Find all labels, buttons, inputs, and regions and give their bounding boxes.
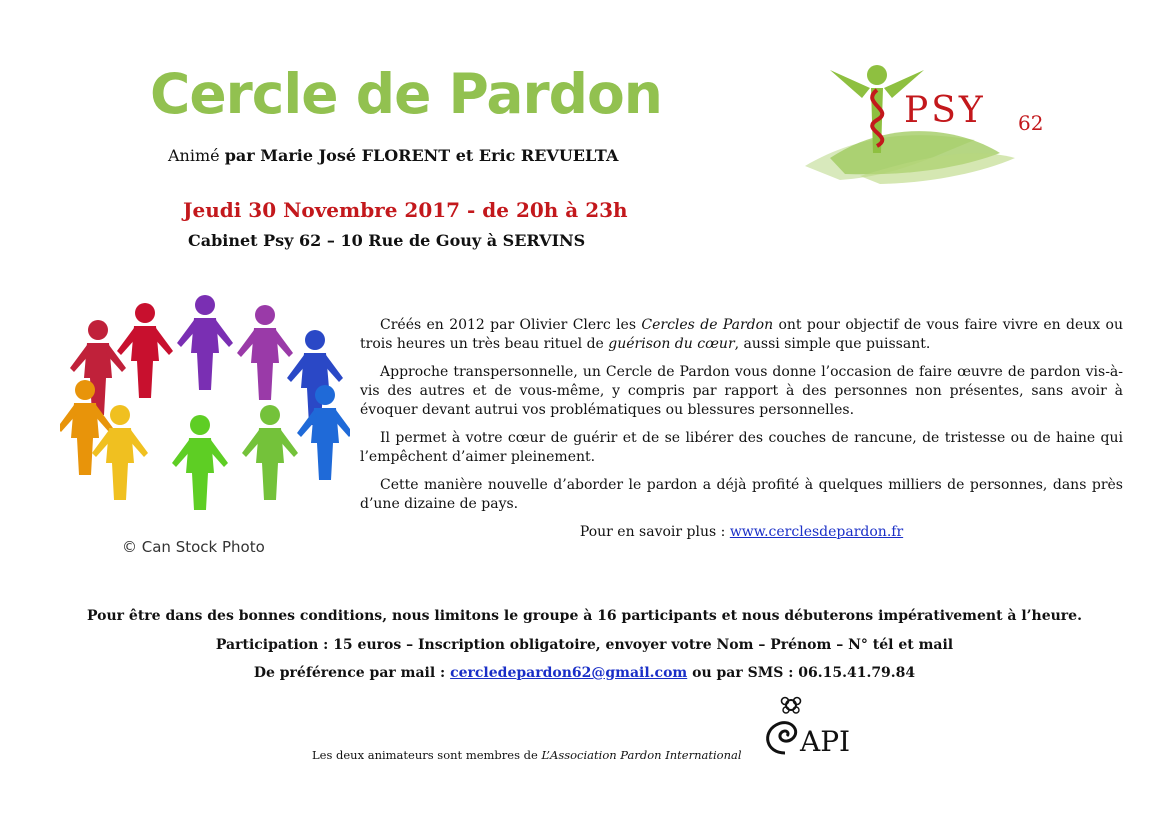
paragraph-2: Approche transpersonnelle, un Cercle de Pardon vous donne l’occasion de faire œuvre de pardon vis-à-vis des autres et de vous-même, y compris par rapport à des personnes non présentes, sans avoir à évoquer devant autrui vos problématiques ou blessures personnelles. — [360, 364, 1123, 418]
p1-emphasis-1: Cercles de Pardon — [641, 317, 774, 333]
api-logo-text: API — [800, 725, 851, 758]
more-info-label: Pour en savoir plus : — [579, 524, 730, 540]
paragraph-1 — [360, 316, 1123, 354]
psy-number-text: 62 — [1018, 111, 1044, 135]
contact-mail-label: De préférence par mail : — [253, 665, 451, 681]
contact-sms: ou par SMS : 06.15.41.79.84 — [687, 665, 916, 681]
footer-text: Les deux animateurs sont membres de — [312, 748, 542, 762]
people-circle-image — [60, 285, 350, 555]
footer-note — [312, 748, 742, 762]
email-link[interactable]: cercledepardon62@gmail.com — [450, 665, 688, 681]
psy-brand-text: PSY — [904, 90, 986, 131]
paragraph-4: Cette manière nouvelle d’aborder le pardon a déjà profité à quelques milliers de personnes, dans près d’une dizaine de pays. — [360, 477, 1123, 512]
description — [360, 316, 1123, 551]
p1-part-c: , aussi simple que puissant. — [734, 336, 931, 352]
animated-prefix: Animé — [168, 146, 220, 165]
image-credit: © Can Stock Photo — [122, 538, 265, 555]
psy62-logo — [800, 58, 1060, 188]
website-link[interactable]: www.cerclesdepardon.fr — [729, 524, 904, 540]
event-location: Cabinet Psy 62 – 10 Rue de Gouy à SERVINS — [188, 231, 586, 250]
more-info-line — [360, 523, 1123, 542]
p1-part-b: ont pour objectif de vous faire vivre en deux ou trois heures un très beau rituel de — [360, 317, 1123, 352]
event-date: Jeudi 30 Novembre 2017 - de 20h à 23h — [183, 198, 628, 222]
page-title: Cercle de Pardon — [150, 62, 662, 126]
conditions-line-3 — [0, 665, 1169, 681]
association-name: L’Association Pardon International — [541, 748, 742, 762]
conditions-line-1: Pour être dans des bonnes conditions, nous limitons le groupe à 16 participants et nous débuterons impérativement à l’heure. — [87, 608, 1082, 624]
animated-by: par Marie José FLORENT et Eric REVUELTA — [224, 146, 619, 165]
p1-emphasis-2: guérison du cœur — [608, 336, 735, 352]
animators-line — [168, 146, 618, 165]
p1-part-a: Créés en 2012 par Olivier Clerc les — [380, 317, 642, 333]
paragraph-3: Il permet à votre cœur de guérir et de se libérer des couches de rancune, de tristesse ou de haine qui l’empêchent d’aimer pleinement. — [360, 430, 1123, 465]
api-logo — [758, 695, 858, 760]
conditions-line-2: Participation : 15 euros – Inscription obligatoire, envoyer votre Nom – Prénom – N° tél et mail — [215, 637, 954, 653]
